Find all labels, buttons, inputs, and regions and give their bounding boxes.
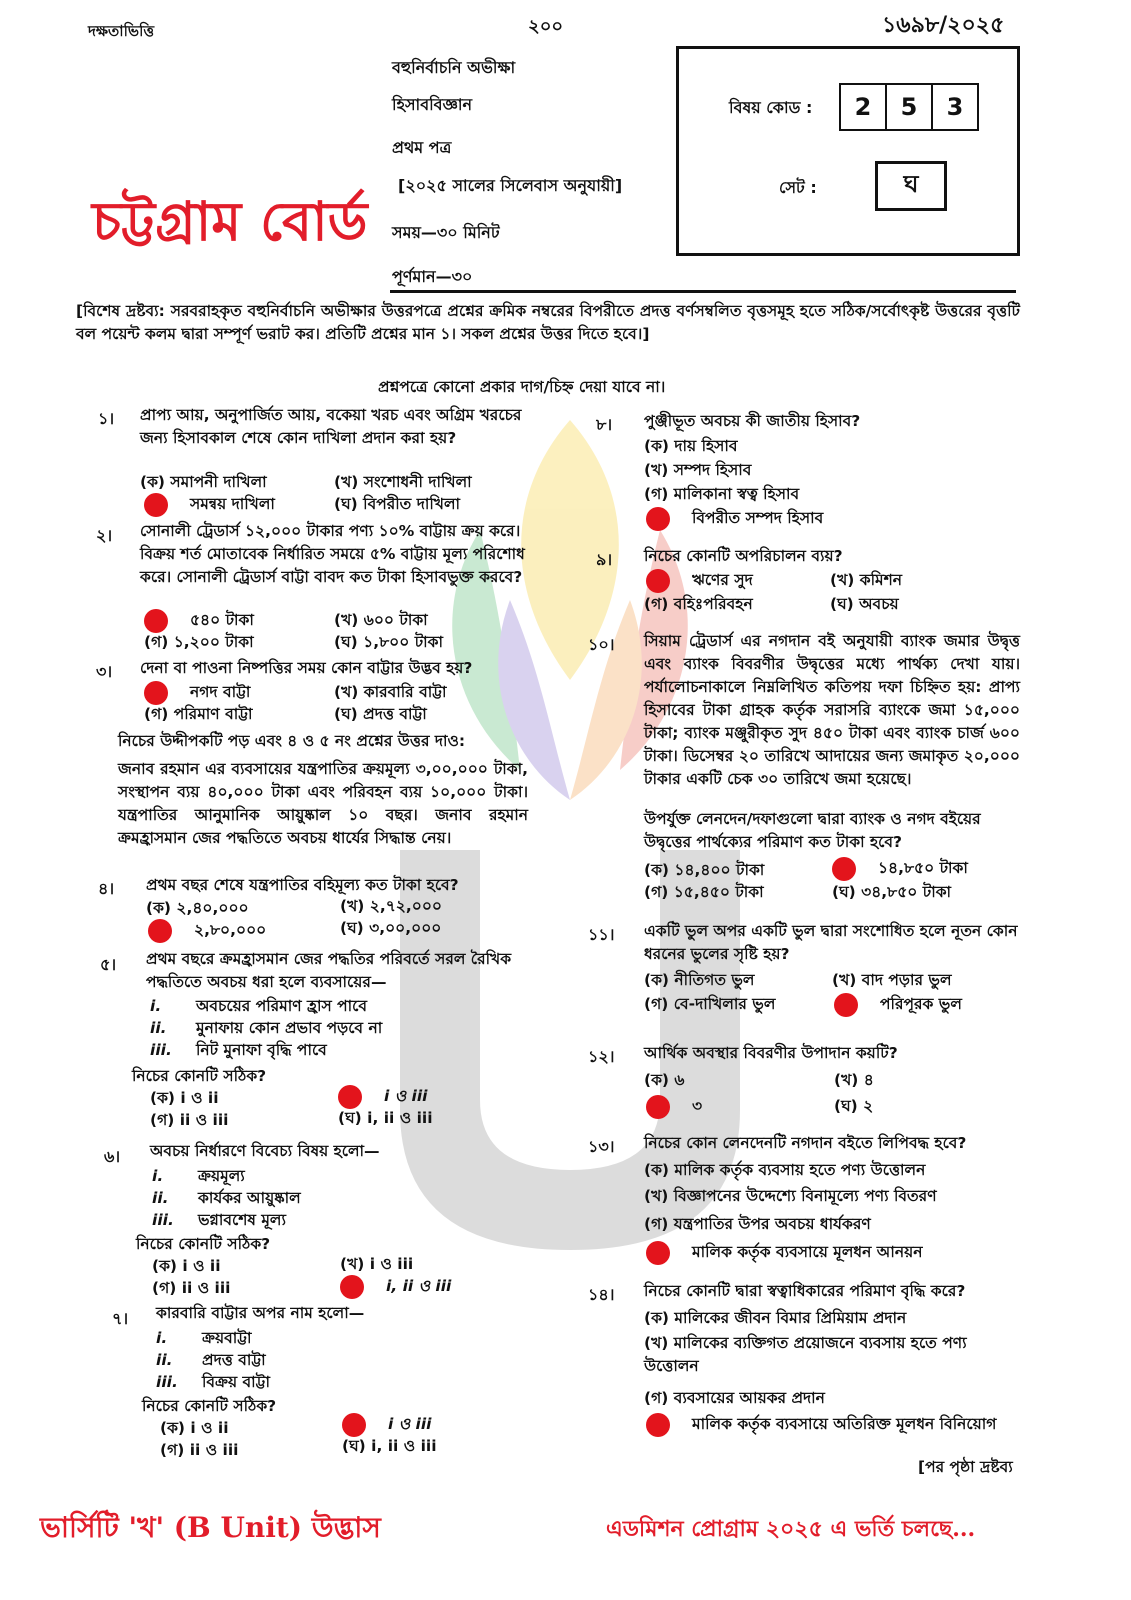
question-text: অবচয় নির্ধারণে বিবেচ্য বিষয় হলো— xyxy=(150,1142,380,1160)
filled-bubble-icon xyxy=(646,1413,670,1437)
option-d: (ঘ) i, ii ও iii xyxy=(342,1437,437,1455)
question-number: ১৪। xyxy=(588,1285,615,1304)
dept-label: দক্ষতাভিত্তি xyxy=(88,22,155,40)
statement-number: ii. xyxy=(152,1189,169,1207)
stimulus-text: জনাব রহমান এর ব্যবসায়ের যন্ত্রপাতির ক্রয়মূল্য ৩,০০,০০০ টাকা, সংস্থাপন ব্যয় ৪০,০০০ টাকা এবং পরিবহন ব্যয় ১০,০০০ টাকা। যন্ত্রপাতির আনুমানিক আয়ুষ্কাল ১০ বছর। জনাব রহমান ক্রমহ্রাসমান জের পদ্ধতিতে অবচয় ধার্যের সিদ্ধান্ত নেয়। xyxy=(118,760,528,847)
statement-number: iii. xyxy=(152,1211,174,1229)
statement-text: ভগ্নাবশেষ মূল্য xyxy=(198,1211,286,1229)
filled-bubble-icon xyxy=(144,681,168,705)
answer-marker xyxy=(342,1412,366,1437)
option-d: (ঘ) i, ii ও iii xyxy=(338,1109,433,1127)
option-c: (গ) ১,২০০ টাকা xyxy=(144,633,254,651)
which-correct: নিচের কোনটি সঠিক? xyxy=(142,1397,277,1415)
option-b: i ও iii xyxy=(388,1415,432,1433)
filled-bubble-icon xyxy=(340,1275,364,1299)
option-d: (ঘ) অবচয় xyxy=(830,595,899,613)
option-c: (গ) ii ও iii xyxy=(160,1441,239,1459)
question-text: সিয়াম ট্রেডার্স এর নগদান বই অনুযায়ী ব্যাংক জমার উদ্বৃত্ত এবং ব্যাংক বিবরণীর উদ্বৃত্তের মধ্যে পার্থক্য দেখা যায়। পর্যালোচনাকালে নিম্নলিখিত কতিপয় দফা চিহ্নিত হয়: প্রাপ্য হিসাবের টাকা গ্রাহক কর্তৃক সরাসরি ব্যাংকে জমা ১৫,০০০ টাকা; ব্যাংক মঞ্জুরীকৃত সুদ ৪৫০ টাকা এবং ব্যাংক চার্জ ৬০০ টাকা। ডিসেম্বর ২০ তারিখে আদায়ের জন্য জমাকৃত ২০,০০০ টাকার একটি চেক ৩০ তারিখে জমা হয়েছে। xyxy=(644,632,1020,788)
option-a: (ক) ২,৪০,০০০ xyxy=(146,899,249,917)
full-marks: পূর্ণমান—৩০ xyxy=(392,267,473,286)
option-a: (ক) নীতিগত ভুল xyxy=(644,971,755,989)
statement-number: ii. xyxy=(156,1351,173,1369)
option-d: মালিক কর্তৃক ব্যবসায়ে মূলধন আনয়ন xyxy=(692,1243,923,1261)
footer-right-banner: এডমিশন প্রোগ্রাম ২০২৫ এ ভর্তি চলছে... xyxy=(606,1516,976,1542)
filled-bubble-icon xyxy=(338,1085,362,1109)
answer-marker xyxy=(144,608,168,633)
option-a: ঋণের সুদ xyxy=(692,571,753,589)
answer-marker xyxy=(832,856,856,881)
statement-text: ক্রয়মূল্য xyxy=(198,1167,245,1185)
statement-number: i. xyxy=(152,1167,164,1185)
option-b: ১৪,৮৫০ টাকা xyxy=(878,859,968,877)
option-c: (গ) ii ও iii xyxy=(150,1111,229,1129)
option-d: i, ii ও iii xyxy=(386,1277,452,1295)
option-b: (খ) কমিশন xyxy=(830,571,903,589)
answer-marker xyxy=(646,1094,670,1119)
syllabus-note: [২০২৫ সালের সিলেবাস অনুযায়ী] xyxy=(398,176,623,195)
filled-bubble-icon xyxy=(144,493,168,517)
option-d: (ঘ) প্রদত্ত বাট্টা xyxy=(334,705,427,723)
option-a: (ক) i ও ii xyxy=(160,1419,229,1437)
statement-text: অবচয়ের পরিমাণ হ্রাস পাবে xyxy=(196,997,367,1015)
subject-code-label: বিষয় কোড : xyxy=(729,98,813,117)
option-b: (খ) কারবারি বাট্টা xyxy=(334,683,447,701)
option-d: বিপরীত সম্পদ হিসাব xyxy=(692,509,824,527)
subject-name: হিসাববিজ্ঞান xyxy=(392,95,473,114)
option-d: পরিপূরক ভুল xyxy=(880,995,962,1013)
question-text: একটি ভুল অপর একটি ভুল দ্বারা সংশোধিত হলে নূতন কোন ধরনের ভুলের সৃষ্টি হয়? xyxy=(644,922,1018,963)
statement-number: ii. xyxy=(150,1019,167,1037)
exam-type: বহুনির্বাচনি অভীক্ষা xyxy=(392,58,516,77)
question-text: পুঞ্জীভূত অবচয় কী জাতীয় হিসাব? xyxy=(644,412,861,430)
filled-bubble-icon xyxy=(646,1241,670,1265)
set-label: সেট : xyxy=(779,178,817,197)
statement-number: i. xyxy=(150,997,162,1015)
code-digit: 3 xyxy=(933,83,979,131)
question-number: ১৩। xyxy=(588,1137,615,1156)
option-b: (খ) i ও iii xyxy=(340,1255,414,1273)
no-marks-note: প্রশ্নপত্রে কোনো প্রকার দাগ/চিহ্ন দেয়া যাবে না। xyxy=(378,378,666,396)
statement-number: iii. xyxy=(150,1041,172,1059)
which-correct: নিচের কোনটি সঠিক? xyxy=(132,1067,267,1085)
option-c: (গ) ব্যবসায়ের আয়কর প্রদান xyxy=(644,1389,825,1407)
option-c: (গ) পরিমাণ বাট্টা xyxy=(144,705,253,723)
question-text: নিচের কোনটি দ্বারা স্বত্বাধিকারের পরিমাণ বৃদ্ধি করে? xyxy=(644,1282,966,1300)
which-correct: নিচের কোনটি সঠিক? xyxy=(136,1235,271,1253)
reference-number: ১৬৯৮/২০২৫ xyxy=(882,13,1005,38)
filled-bubble-icon xyxy=(832,857,856,881)
question-text: কারবারি বাট্টার অপর নাম হলো— xyxy=(156,1304,365,1322)
question-number: ২। xyxy=(96,526,113,545)
option-a: (ক) i ও ii xyxy=(152,1257,221,1275)
option-a: (ক) মালিক কর্তৃক ব্যবসায় হতে পণ্য উত্তোলন xyxy=(644,1161,926,1179)
question-text: নিচের কোনটি অপরিচালন ব্যয়? xyxy=(644,547,843,565)
answer-marker xyxy=(834,992,858,1017)
question-text: সোনালী ট্রেডার্স ১২,০০০ টাকার পণ্য ১০% বাট্টায় ক্রয় করে। বিক্রয় শর্ত মোতাবেক নির্ধারিত সময়ে ৫% বাট্টায় মূল্য পরিশোধ করে। সোনালী ট্রেডার্স বাট্টা বাবদ কত টাকা হিসাবভুক্ত করবে? xyxy=(140,522,525,586)
answer-marker xyxy=(646,1240,670,1265)
next-page-note: [পর পৃষ্ঠা দ্রষ্টব্য xyxy=(918,1458,1013,1476)
question-text: প্রথম বছরে ক্রমহ্রাসমান জের পদ্ধতির পরিবর্তে সরল রৈখিক পদ্ধতিতে অবচয় ধরা হলে ব্যবসায়ের— xyxy=(146,950,512,991)
question-number: ১২। xyxy=(588,1047,615,1066)
statement-number: i. xyxy=(156,1329,168,1347)
footer-left-banner: ভার্সিটি 'খ' (B Unit) উদ্ভাস xyxy=(40,1511,381,1544)
option-c: (গ) ১৫,৪৫০ টাকা xyxy=(644,883,764,901)
option-a: ৫৪০ টাকা xyxy=(190,611,254,629)
filled-bubble-icon xyxy=(148,919,172,943)
filled-bubble-icon xyxy=(834,993,858,1017)
question-number: ৯। xyxy=(596,550,613,569)
option-b: (খ) ২,৭২,০০০ xyxy=(340,897,442,915)
code-box xyxy=(676,46,1020,256)
statement-text: কার্যকর আয়ুষ্কাল xyxy=(198,1189,301,1207)
answer-marker xyxy=(646,1412,670,1437)
option-b: (খ) সংশোধনী দাখিলা xyxy=(334,473,472,491)
option-c: সমন্বয় দাখিলা xyxy=(190,495,275,513)
option-c: (গ) মালিকানা স্বত্ব হিসাব xyxy=(644,485,800,503)
code-digit: 5 xyxy=(887,83,933,131)
code-digit: 2 xyxy=(839,83,887,131)
set-value: ঘ xyxy=(875,161,947,211)
question-number: ৮। xyxy=(596,415,613,434)
answer-marker xyxy=(340,1274,364,1299)
option-d: (ঘ) ২ xyxy=(834,1097,874,1115)
option-b: (খ) বাদ পড়ার ভুল xyxy=(832,971,952,989)
option-c: ৩ xyxy=(692,1097,703,1115)
option-c: (গ) বে-দাখিলার ভুল xyxy=(644,995,776,1013)
header-divider xyxy=(390,290,1016,293)
page-number: ২০০ xyxy=(528,16,564,37)
option-c: ২,৮০,০০০ xyxy=(194,921,267,939)
option-c: (গ) যন্ত্রপাতির উপর অবচয় ধার্যকরণ xyxy=(644,1215,871,1233)
option-a: (ক) সমাপনী দাখিলা xyxy=(140,473,267,491)
question-number: ৫। xyxy=(100,955,117,974)
filled-bubble-icon xyxy=(646,507,670,531)
question-number: ৩। xyxy=(96,662,113,681)
filled-bubble-icon xyxy=(342,1413,366,1437)
statement-text: মুনাফায় কোন প্রভাব পড়বে না xyxy=(196,1019,383,1037)
option-b: (খ) ৪ xyxy=(834,1071,874,1089)
statement-text: প্রদত্ত বাট্টা xyxy=(202,1351,266,1369)
special-instructions: [বিশেষ দ্রষ্টব্য: সরবরাহকৃত বহুনির্বাচনি অভীক্ষার উত্তরপত্রে প্রশ্নের ক্রমিক নম্বরের বিপরীতে প্রদত্ত বর্ণসম্বলিত বৃত্তসমূহ হতে সঠিক/সর্বোৎকৃষ্ট উত্তরের বৃত্তটি বল পয়েন্ট কলম দ্বারা সম্পূর্ণ ভরাট কর। প্রতিটি প্রশ্নের মান ১। সকল প্রশ্নের উত্তর দিতে হবে।] xyxy=(76,302,1020,343)
question-number: ৪। xyxy=(98,879,115,898)
paper-label: প্রথম পত্র xyxy=(392,138,452,157)
question-number: ১০। xyxy=(588,635,615,654)
option-d: (ঘ) ৩৪,৮৫০ টাকা xyxy=(832,883,952,901)
answer-marker xyxy=(148,918,172,943)
option-d: (ঘ) ১,৮০০ টাকা xyxy=(334,633,443,651)
stimulus-intro: নিচের উদ্দীপকটি পড় এবং ৪ ও ৫ নং প্রশ্নের উত্তর দাও: xyxy=(118,732,466,750)
answer-marker xyxy=(144,680,168,705)
board-title: চট্টগ্রাম বোর্ড xyxy=(92,189,368,253)
option-a: নগদ বাট্টা xyxy=(190,683,251,701)
question-text: প্রথম বছর শেষে যন্ত্রপাতির বহিমূল্য কত টাকা হবে? xyxy=(146,876,459,894)
option-c: (গ) বহিঃপরিবহন xyxy=(644,595,753,613)
option-d: (ঘ) বিপরীত দাখিলা xyxy=(334,495,461,513)
option-a: (ক) দায় হিসাব xyxy=(644,437,738,455)
filled-bubble-icon xyxy=(144,609,168,633)
option-b: (খ) মালিকের ব্যক্তিগত প্রয়োজনে ব্যবসায় হতে পণ্য উত্তোলন xyxy=(644,1334,967,1375)
option-b: (খ) বিজ্ঞাপনের উদ্দেশ্যে বিনামূল্যে পণ্য বিতরণ xyxy=(644,1187,937,1205)
question-number: ৭। xyxy=(112,1309,129,1328)
answer-marker xyxy=(646,568,670,593)
filled-bubble-icon xyxy=(646,1095,670,1119)
option-b: i ও iii xyxy=(384,1087,428,1105)
time-label: সময়—৩০ মিনিট xyxy=(392,223,500,242)
question-text: প্রাপ্য আয়, অনুপার্জিত আয়, বকেয়া খরচ এবং অগ্রিম খরচের জন্য হিসাবকাল শেষে কোন দাখিলা প্রদান করা হয়? xyxy=(140,406,522,447)
statement-number: iii. xyxy=(156,1373,178,1391)
option-c: (গ) ii ও iii xyxy=(152,1279,231,1297)
option-b: (খ) ৬০০ টাকা xyxy=(334,611,428,629)
question-number: ৬। xyxy=(104,1147,121,1166)
question-text: নিচের কোন লেনদেনটি নগদান বইতে লিপিবদ্ধ হবে? xyxy=(644,1134,967,1152)
statement-text: ক্রয়বাট্টা xyxy=(202,1329,252,1347)
option-a: (ক) ১৪,৪০০ টাকা xyxy=(644,861,765,879)
option-a: (ক) মালিকের জীবন বিমার প্রিমিয়াম প্রদান xyxy=(644,1309,907,1327)
answer-marker xyxy=(144,492,168,517)
answer-marker xyxy=(338,1084,362,1109)
subject-code xyxy=(839,83,979,131)
option-a: (ক) ৬ xyxy=(644,1071,685,1089)
filled-bubble-icon xyxy=(646,569,670,593)
option-a: (ক) i ও ii xyxy=(150,1089,219,1107)
option-d: (ঘ) ৩,০০,০০০ xyxy=(340,919,442,937)
answer-marker xyxy=(646,506,670,531)
question-number: ১। xyxy=(98,409,115,428)
question-number: ১১। xyxy=(588,925,615,944)
option-b: (খ) সম্পদ হিসাব xyxy=(644,461,752,479)
question-text: আর্থিক অবস্থার বিবরণীর উপাদান কয়টি? xyxy=(644,1044,898,1062)
option-d: মালিক কর্তৃক ব্যবসায়ে অতিরিক্ত মূলধন বিনিয়োগ xyxy=(692,1415,997,1433)
statement-text: নিট মুনাফা বৃদ্ধি পাবে xyxy=(196,1041,327,1059)
question-text: দেনা বা পাওনা নিষ্পত্তির সময় কোন বাট্টার উদ্ভব হয়? xyxy=(140,659,473,677)
question-subtext: উপর্যুক্ত লেনদেন/দফাগুলো দ্বারা ব্যাংক ও নগদ বইয়ের উদ্বৃত্তের পার্থক্যের পরিমাণ কত টাকা হবে? xyxy=(644,810,981,851)
statement-text: বিক্রয় বাট্টা xyxy=(202,1373,270,1391)
